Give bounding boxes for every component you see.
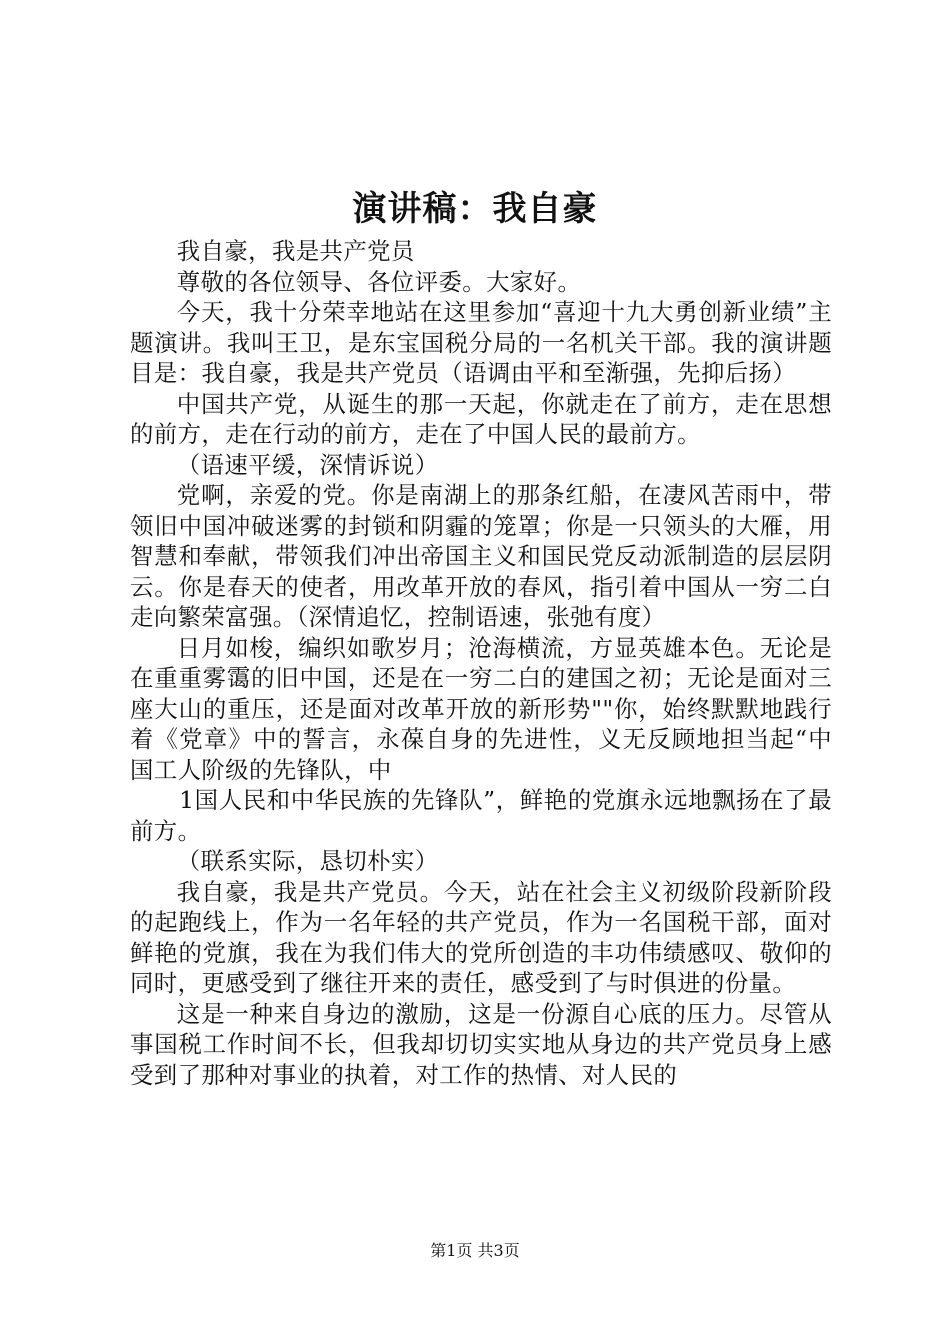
paragraph: （语速平缓，深情诉说）	[176, 450, 439, 479]
paragraph: 今天，我十分荣幸地站在这里参加“喜迎十九大勇创新业绩”主题演讲。我叫王卫，是东宝国税分局的一名机关干部。我的演讲题目是：我自豪，我是共产党员（语调由平和至渐强，先抑后扬）	[130, 298, 832, 387]
document-title: 演讲稿：我自豪	[352, 189, 598, 229]
paragraph: 1国人民和中华民族的先锋队”，鲜艳的党旗永远地飘扬在了最前方。	[130, 786, 832, 845]
paragraph: 我自豪，我是共产党员	[176, 237, 415, 265]
paragraph: 尊敬的各位领导、各位评委。大家好。	[176, 267, 582, 296]
paragraph: （联系实际，恳切朴实）	[176, 847, 439, 875]
paragraph: 党啊，亲爱的党。你是南湖上的那条红船，在凄风苦雨中，带领旧中国冲破迷雾的封锁和阴霾的笼罩；你是一只领头的大雁，用智慧和奉献，带领我们冲出帝国主义和国民党反动派制造的层层阴云。你是春天的使者，用改革开放的春风，指引着中国从一穷二白走向繁荣富强。（深情追忆，控制语速，张弛有度）	[130, 481, 832, 631]
paragraph: 这是一种来自身边的激励，这是一份源自心底的压力。尽管从事国税工作时间不长，但我却切切实实地从身边的共产党员身上感受到了那种对事业的执着，对工作的热情、对人民的	[130, 999, 832, 1089]
document-body	[130, 236, 832, 1090]
paragraph: 中国共产党，从诞生的那一天起，你就走在了前方，走在思想的前方，走在行动的前方，走在了中国人民的最前方。	[130, 389, 832, 448]
paragraph: 日月如梭，编织如歌岁月；沧海横流，方显英雄本色。无论是在重重雾霭的旧中国，还是在一穷二白的建国之初；无论是面对三座大山的重压，还是面对改革开放的新形势""你，始终默默地践行着《党章》中的誓言，永葆自身的先进性，义无反顾地担当起“中国工人阶级的先锋队，中	[130, 633, 832, 784]
page-footer: 第1页 共3页	[430, 1241, 520, 1260]
paragraph: 我自豪，我是共产党员。今天，站在社会主义初级阶段新阶段的起跑线上，作为一名年轻的共产党员，作为一名国税干部，面对鲜艳的党旗，我在为我们伟大的党所创造的丰功伟绩感叹、敬仰的同时，更感受到了继往开来的责任，感受到了与时俱进的份量。	[130, 877, 832, 997]
